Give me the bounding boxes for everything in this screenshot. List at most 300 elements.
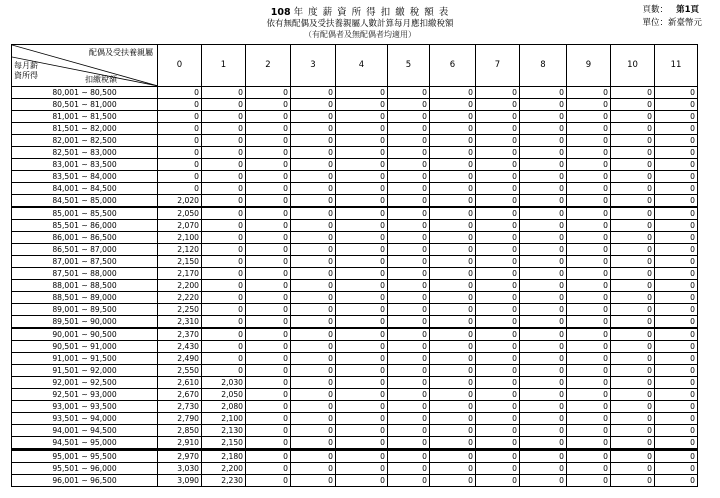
tax-cell-col-11: 0 <box>655 389 698 401</box>
income-range-cell: 90,001 ~ 90,500 <box>12 328 158 341</box>
col-header-4: 4 <box>336 45 388 87</box>
income-range-cell: 87,501 ~ 88,000 <box>12 268 158 280</box>
tax-cell-col-1: 2,080 <box>202 401 246 413</box>
tax-cell-col-9: 0 <box>567 244 611 256</box>
tax-cell-col-4: 0 <box>336 135 388 147</box>
income-range-cell: 86,501 ~ 87,000 <box>12 244 158 256</box>
tax-cell-col-0: 0 <box>158 111 202 123</box>
tax-cell-col-1: 0 <box>202 232 246 244</box>
tax-cell-col-3: 0 <box>291 450 336 463</box>
tax-cell-col-7: 0 <box>476 425 520 437</box>
tax-cell-col-1: 0 <box>202 244 246 256</box>
tax-cell-col-2: 0 <box>246 292 291 304</box>
tax-cell-col-2: 0 <box>246 389 291 401</box>
tax-cell-col-1: 0 <box>202 316 246 329</box>
tax-cell-col-2: 0 <box>246 437 291 450</box>
tax-cell-col-8: 0 <box>520 207 567 220</box>
tax-cell-col-3: 0 <box>291 220 336 232</box>
tax-cell-col-1: 2,130 <box>202 425 246 437</box>
title-text: 年 度 薪 資 所 得 扣 繳 稅 額 表 <box>293 7 450 18</box>
tax-cell-col-2: 0 <box>246 232 291 244</box>
tax-cell-col-7: 0 <box>476 99 520 111</box>
table-row <box>12 475 698 487</box>
tax-cell-col-6: 0 <box>430 425 476 437</box>
tax-cell-col-5: 0 <box>388 316 430 329</box>
tax-cell-col-1: 2,150 <box>202 437 246 450</box>
tax-cell-col-1: 0 <box>202 353 246 365</box>
tax-cell-col-4: 0 <box>336 111 388 123</box>
tax-cell-col-10: 0 <box>611 450 655 463</box>
tax-cell-col-8: 0 <box>520 232 567 244</box>
tax-cell-col-2: 0 <box>246 377 291 389</box>
tax-cell-col-6: 0 <box>430 232 476 244</box>
tax-cell-col-4: 0 <box>336 437 388 450</box>
income-range-cell: 81,001 ~ 81,500 <box>12 111 158 123</box>
tax-cell-col-1: 0 <box>202 304 246 316</box>
tax-cell-col-5: 0 <box>388 377 430 389</box>
income-range-cell: 94,501 ~ 95,000 <box>12 437 158 450</box>
tax-cell-col-9: 0 <box>567 135 611 147</box>
tax-cell-col-2: 0 <box>246 413 291 425</box>
tax-cell-col-3: 0 <box>291 135 336 147</box>
tax-cell-col-7: 0 <box>476 207 520 220</box>
tax-cell-col-9: 0 <box>567 183 611 195</box>
income-range-cell: 82,501 ~ 83,000 <box>12 147 158 159</box>
tax-cell-col-6: 0 <box>430 463 476 475</box>
tax-cell-col-1: 2,180 <box>202 450 246 463</box>
tax-cell-col-1: 0 <box>202 111 246 123</box>
tax-cell-col-5: 0 <box>388 304 430 316</box>
tax-cell-col-1: 0 <box>202 207 246 220</box>
tax-cell-col-7: 0 <box>476 450 520 463</box>
col-header-1: 1 <box>202 45 246 87</box>
tax-cell-col-0: 2,730 <box>158 401 202 413</box>
col-header-0: 0 <box>158 45 202 87</box>
tax-cell-col-2: 0 <box>246 316 291 329</box>
tax-cell-col-11: 0 <box>655 147 698 159</box>
tax-cell-col-8: 0 <box>520 171 567 183</box>
income-range-cell: 95,501 ~ 96,000 <box>12 463 158 475</box>
tax-cell-col-4: 0 <box>336 244 388 256</box>
income-range-cell: 80,501 ~ 81,000 <box>12 99 158 111</box>
tax-cell-col-4: 0 <box>336 292 388 304</box>
tax-cell-col-10: 0 <box>611 232 655 244</box>
tax-cell-col-5: 0 <box>388 280 430 292</box>
tax-cell-col-3: 0 <box>291 341 336 353</box>
tax-cell-col-0: 2,310 <box>158 316 202 329</box>
tax-cell-col-11: 0 <box>655 268 698 280</box>
tax-cell-col-8: 0 <box>520 123 567 135</box>
col-header-7: 7 <box>476 45 520 87</box>
tax-cell-col-3: 0 <box>291 244 336 256</box>
tax-cell-col-7: 0 <box>476 475 520 487</box>
tax-cell-col-3: 0 <box>291 475 336 487</box>
tax-cell-col-5: 0 <box>388 341 430 353</box>
tax-cell-col-10: 0 <box>611 389 655 401</box>
tax-cell-col-0: 2,670 <box>158 389 202 401</box>
tax-cell-col-1: 0 <box>202 280 246 292</box>
tax-cell-col-10: 0 <box>611 401 655 413</box>
corner-header <box>12 45 158 87</box>
tax-cell-col-6: 0 <box>430 87 476 99</box>
tax-cell-col-5: 0 <box>388 123 430 135</box>
table-row <box>12 413 698 425</box>
tax-cell-col-4: 0 <box>336 328 388 341</box>
tax-cell-col-8: 0 <box>520 147 567 159</box>
tax-cell-col-8: 0 <box>520 450 567 463</box>
tax-cell-col-10: 0 <box>611 328 655 341</box>
tax-cell-col-3: 0 <box>291 304 336 316</box>
tax-cell-col-3: 0 <box>291 377 336 389</box>
tax-cell-col-7: 0 <box>476 353 520 365</box>
tax-cell-col-8: 0 <box>520 304 567 316</box>
tax-cell-col-2: 0 <box>246 135 291 147</box>
income-range-cell: 84,001 ~ 84,500 <box>12 183 158 195</box>
table-row <box>12 328 698 341</box>
tax-cell-col-11: 0 <box>655 377 698 389</box>
tax-cell-col-0: 2,220 <box>158 292 202 304</box>
tax-cell-col-2: 0 <box>246 123 291 135</box>
tax-cell-col-7: 0 <box>476 401 520 413</box>
col-header-8: 8 <box>520 45 567 87</box>
tax-cell-col-4: 0 <box>336 220 388 232</box>
table-row <box>12 377 698 389</box>
tax-cell-col-10: 0 <box>611 99 655 111</box>
table-row <box>12 389 698 401</box>
tax-cell-col-8: 0 <box>520 353 567 365</box>
tax-cell-col-5: 0 <box>388 450 430 463</box>
income-range-cell: 84,501 ~ 85,000 <box>12 195 158 208</box>
tax-cell-col-9: 0 <box>567 475 611 487</box>
tax-cell-col-7: 0 <box>476 437 520 450</box>
tax-cell-col-2: 0 <box>246 463 291 475</box>
table-row <box>12 111 698 123</box>
tax-cell-col-3: 0 <box>291 159 336 171</box>
tax-cell-col-8: 0 <box>520 280 567 292</box>
tax-cell-col-6: 0 <box>430 244 476 256</box>
tax-cell-col-5: 0 <box>388 207 430 220</box>
tax-cell-col-9: 0 <box>567 437 611 450</box>
tax-cell-col-11: 0 <box>655 123 698 135</box>
tax-cell-col-3: 0 <box>291 256 336 268</box>
col-header-5: 5 <box>388 45 430 87</box>
tax-cell-col-7: 0 <box>476 232 520 244</box>
tax-cell-col-9: 0 <box>567 328 611 341</box>
tax-cell-col-2: 0 <box>246 87 291 99</box>
tax-cell-col-5: 0 <box>388 244 430 256</box>
tax-cell-col-9: 0 <box>567 87 611 99</box>
tax-cell-col-9: 0 <box>567 268 611 280</box>
tax-cell-col-6: 0 <box>430 195 476 208</box>
tax-cell-col-9: 0 <box>567 316 611 329</box>
tax-cell-col-9: 0 <box>567 147 611 159</box>
tax-cell-col-0: 2,120 <box>158 244 202 256</box>
tax-cell-col-7: 0 <box>476 328 520 341</box>
tax-cell-col-7: 0 <box>476 147 520 159</box>
tax-cell-col-1: 0 <box>202 365 246 377</box>
tax-cell-col-3: 0 <box>291 99 336 111</box>
tax-cell-col-0: 0 <box>158 135 202 147</box>
tax-cell-col-4: 0 <box>336 463 388 475</box>
tax-cell-col-1: 0 <box>202 123 246 135</box>
tax-cell-col-6: 0 <box>430 365 476 377</box>
income-range-cell: 80,001 ~ 80,500 <box>12 87 158 99</box>
table-row <box>12 341 698 353</box>
tax-cell-col-0: 2,610 <box>158 377 202 389</box>
tax-cell-col-9: 0 <box>567 304 611 316</box>
tax-cell-col-9: 0 <box>567 292 611 304</box>
tax-cell-col-5: 0 <box>388 292 430 304</box>
tax-cell-col-3: 0 <box>291 123 336 135</box>
tax-cell-col-6: 0 <box>430 377 476 389</box>
tax-cell-col-4: 0 <box>336 413 388 425</box>
income-range-cell: 86,001 ~ 86,500 <box>12 232 158 244</box>
tax-cell-col-5: 0 <box>388 87 430 99</box>
tax-cell-col-5: 0 <box>388 232 430 244</box>
tax-cell-col-8: 0 <box>520 99 567 111</box>
tax-cell-col-2: 0 <box>246 280 291 292</box>
tax-cell-col-4: 0 <box>336 171 388 183</box>
tax-cell-col-6: 0 <box>430 183 476 195</box>
tax-cell-col-0: 0 <box>158 87 202 99</box>
tax-cell-col-4: 0 <box>336 147 388 159</box>
tax-cell-col-6: 0 <box>430 207 476 220</box>
tax-cell-col-2: 0 <box>246 159 291 171</box>
tax-cell-col-11: 0 <box>655 365 698 377</box>
tax-cell-col-0: 2,970 <box>158 450 202 463</box>
tax-cell-col-0: 2,100 <box>158 232 202 244</box>
tax-cell-col-5: 0 <box>388 147 430 159</box>
table-row <box>12 425 698 437</box>
tax-cell-col-1: 2,200 <box>202 463 246 475</box>
tax-cell-col-1: 0 <box>202 183 246 195</box>
page-title <box>0 4 720 18</box>
tax-cell-col-1: 0 <box>202 195 246 208</box>
tax-cell-col-1: 0 <box>202 256 246 268</box>
tax-cell-col-7: 0 <box>476 123 520 135</box>
corner-tax-label: 扣繳稅額 <box>85 75 117 84</box>
table-row <box>12 353 698 365</box>
tax-cell-col-3: 0 <box>291 111 336 123</box>
tax-cell-col-7: 0 <box>476 268 520 280</box>
table-row <box>12 292 698 304</box>
col-header-9: 9 <box>567 45 611 87</box>
tax-cell-col-0: 0 <box>158 171 202 183</box>
tax-cell-col-10: 0 <box>611 377 655 389</box>
tax-cell-col-11: 0 <box>655 135 698 147</box>
tax-cell-col-3: 0 <box>291 365 336 377</box>
income-range-cell: 81,501 ~ 82,000 <box>12 123 158 135</box>
table-row <box>12 280 698 292</box>
tax-cell-col-9: 0 <box>567 353 611 365</box>
tax-cell-col-8: 0 <box>520 389 567 401</box>
tax-cell-col-3: 0 <box>291 328 336 341</box>
tax-cell-col-7: 0 <box>476 220 520 232</box>
tax-cell-col-2: 0 <box>246 207 291 220</box>
tax-cell-col-2: 0 <box>246 244 291 256</box>
tax-cell-col-8: 0 <box>520 111 567 123</box>
table-row <box>12 207 698 220</box>
tax-cell-col-9: 0 <box>567 280 611 292</box>
tax-cell-col-10: 0 <box>611 341 655 353</box>
tax-cell-col-6: 0 <box>430 304 476 316</box>
tax-cell-col-3: 0 <box>291 389 336 401</box>
tax-cell-col-3: 0 <box>291 195 336 208</box>
tax-cell-col-5: 0 <box>388 171 430 183</box>
tax-cell-col-9: 0 <box>567 232 611 244</box>
tax-cell-col-11: 0 <box>655 256 698 268</box>
tax-cell-col-6: 0 <box>430 316 476 329</box>
tax-cell-col-7: 0 <box>476 463 520 475</box>
tax-cell-col-11: 0 <box>655 232 698 244</box>
tax-cell-col-9: 0 <box>567 159 611 171</box>
tax-cell-col-6: 0 <box>430 171 476 183</box>
tax-cell-col-10: 0 <box>611 244 655 256</box>
tax-cell-col-2: 0 <box>246 99 291 111</box>
tax-cell-col-8: 0 <box>520 195 567 208</box>
tax-cell-col-11: 0 <box>655 401 698 413</box>
tax-cell-col-6: 0 <box>430 135 476 147</box>
income-range-cell: 94,001 ~ 94,500 <box>12 425 158 437</box>
tax-cell-col-10: 0 <box>611 135 655 147</box>
tax-cell-col-7: 0 <box>476 111 520 123</box>
income-range-cell: 92,001 ~ 92,500 <box>12 377 158 389</box>
tax-cell-col-11: 0 <box>655 413 698 425</box>
tax-cell-col-11: 0 <box>655 220 698 232</box>
income-range-cell: 89,501 ~ 90,000 <box>12 316 158 329</box>
tax-cell-col-4: 0 <box>336 425 388 437</box>
tax-cell-col-0: 0 <box>158 183 202 195</box>
tax-cell-col-9: 0 <box>567 341 611 353</box>
tax-cell-col-11: 0 <box>655 159 698 171</box>
tax-cell-col-10: 0 <box>611 256 655 268</box>
tax-cell-col-8: 0 <box>520 328 567 341</box>
tax-cell-col-10: 0 <box>611 220 655 232</box>
tax-cell-col-7: 0 <box>476 244 520 256</box>
tax-cell-col-0: 2,370 <box>158 328 202 341</box>
tax-cell-col-3: 0 <box>291 401 336 413</box>
tax-cell-col-0: 2,020 <box>158 195 202 208</box>
tax-cell-col-4: 0 <box>336 401 388 413</box>
col-header-6: 6 <box>430 45 476 87</box>
tax-cell-col-3: 0 <box>291 171 336 183</box>
tax-cell-col-7: 0 <box>476 171 520 183</box>
table-row <box>12 450 698 463</box>
tax-cell-col-2: 0 <box>246 195 291 208</box>
tax-cell-col-6: 0 <box>430 220 476 232</box>
tax-cell-col-4: 0 <box>336 341 388 353</box>
table-row <box>12 316 698 329</box>
income-range-cell: 83,501 ~ 84,000 <box>12 171 158 183</box>
tax-cell-col-6: 0 <box>430 123 476 135</box>
tax-cell-col-1: 0 <box>202 328 246 341</box>
income-range-cell: 95,001 ~ 95,500 <box>12 450 158 463</box>
col-header-3: 3 <box>291 45 336 87</box>
tax-cell-col-4: 0 <box>336 304 388 316</box>
tax-cell-col-3: 0 <box>291 207 336 220</box>
tax-cell-col-8: 0 <box>520 377 567 389</box>
tax-cell-col-7: 0 <box>476 377 520 389</box>
tax-cell-col-6: 0 <box>430 341 476 353</box>
table-row <box>12 147 698 159</box>
corner-income-line2: 資所得 <box>14 71 38 80</box>
tax-cell-col-4: 0 <box>336 268 388 280</box>
page-info <box>642 4 702 30</box>
tax-cell-col-4: 0 <box>336 389 388 401</box>
tax-cell-col-2: 0 <box>246 111 291 123</box>
tax-cell-col-5: 0 <box>388 268 430 280</box>
table-row <box>12 135 698 147</box>
tax-cell-col-11: 0 <box>655 341 698 353</box>
tax-cell-col-7: 0 <box>476 183 520 195</box>
tax-cell-col-11: 0 <box>655 280 698 292</box>
tax-cell-col-7: 0 <box>476 159 520 171</box>
tax-cell-col-8: 0 <box>520 220 567 232</box>
tax-cell-col-7: 0 <box>476 304 520 316</box>
tax-cell-col-1: 0 <box>202 147 246 159</box>
tax-cell-col-10: 0 <box>611 195 655 208</box>
income-range-cell: 85,501 ~ 86,000 <box>12 220 158 232</box>
tax-cell-col-1: 2,230 <box>202 475 246 487</box>
tax-cell-col-8: 0 <box>520 316 567 329</box>
tax-cell-col-5: 0 <box>388 437 430 450</box>
tax-cell-col-2: 0 <box>246 256 291 268</box>
tax-cell-col-3: 0 <box>291 232 336 244</box>
page-number-value: 第1頁 <box>676 5 700 15</box>
tax-cell-col-0: 0 <box>158 123 202 135</box>
page-number <box>642 4 702 17</box>
tax-cell-col-5: 0 <box>388 111 430 123</box>
tax-cell-col-6: 0 <box>430 328 476 341</box>
tax-cell-col-8: 0 <box>520 437 567 450</box>
tax-cell-col-2: 0 <box>246 268 291 280</box>
page-number-label: 頁數： <box>642 5 668 15</box>
tax-cell-col-5: 0 <box>388 99 430 111</box>
tax-cell-col-11: 0 <box>655 437 698 450</box>
tax-cell-col-5: 0 <box>388 195 430 208</box>
tax-cell-col-11: 0 <box>655 171 698 183</box>
tax-cell-col-0: 2,200 <box>158 280 202 292</box>
tax-cell-col-3: 0 <box>291 463 336 475</box>
income-range-cell: 93,501 ~ 94,000 <box>12 413 158 425</box>
tax-cell-col-4: 0 <box>336 450 388 463</box>
tax-cell-col-9: 0 <box>567 401 611 413</box>
tax-cell-col-5: 0 <box>388 220 430 232</box>
tax-cell-col-5: 0 <box>388 389 430 401</box>
tax-cell-col-7: 0 <box>476 389 520 401</box>
tax-cell-col-9: 0 <box>567 220 611 232</box>
tax-cell-col-4: 0 <box>336 183 388 195</box>
table-row <box>12 437 698 450</box>
tax-cell-col-7: 0 <box>476 280 520 292</box>
tax-cell-col-3: 0 <box>291 183 336 195</box>
tax-cell-col-4: 0 <box>336 207 388 220</box>
tax-cell-col-1: 0 <box>202 341 246 353</box>
tax-cell-col-11: 0 <box>655 183 698 195</box>
tax-cell-col-9: 0 <box>567 256 611 268</box>
tax-cell-col-8: 0 <box>520 413 567 425</box>
tax-cell-col-7: 0 <box>476 292 520 304</box>
col-header-2: 2 <box>246 45 291 87</box>
income-range-cell: 88,001 ~ 88,500 <box>12 280 158 292</box>
tax-cell-col-10: 0 <box>611 463 655 475</box>
tax-cell-col-11: 0 <box>655 292 698 304</box>
tax-cell-col-11: 0 <box>655 244 698 256</box>
header-row <box>12 45 698 87</box>
tax-cell-col-5: 0 <box>388 159 430 171</box>
tax-cell-col-8: 0 <box>520 159 567 171</box>
tax-cell-col-3: 0 <box>291 87 336 99</box>
